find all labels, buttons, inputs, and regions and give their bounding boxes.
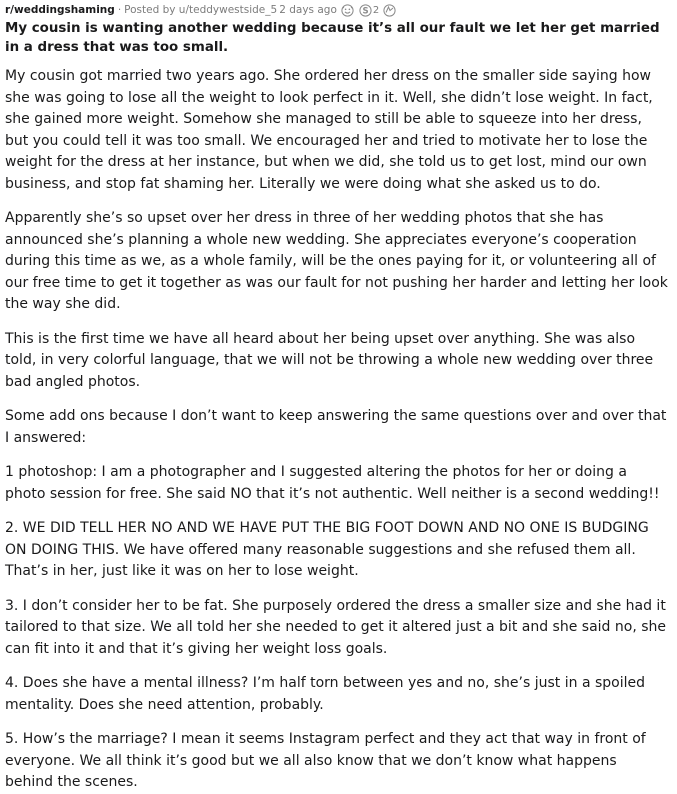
post-meta (5, 3, 669, 18)
award-2[interactable] (359, 3, 379, 18)
post-paragraph: This is the first time we have all heard about her being upset over anything. She was also told, in very colorful language, that we will not be throwing a whole new wedding over three bad angled photos. (5, 330, 654, 390)
award-count: 2 (372, 5, 380, 16)
post-paragraph: 3. I don’t consider her to be fat. She purposely ordered the dress a smaller size and she had it tailored to that size. We all told her she needed to get it altered just a bit and she said no, she can fit into it and that it’s giving her weight loss goals. (5, 597, 667, 657)
post-paragraph: Apparently she’s so upset over her dress in three of her wedding photos that she has announced she’s planning a whole new wedding. She appreciates everyone’s cooperation during this time as we, as a whole family, will be the ones paying for it, or volunteering all of our free time to get it together as was our fault for not pushing her harder and letting her look the way she did. (5, 210, 668, 312)
post-timestamp: 2 days ago (279, 4, 337, 16)
posted-by-user[interactable]: Posted by u/teddywestside_5 (124, 4, 278, 16)
wholesome-award-icon (341, 4, 354, 17)
post-paragraph: 5. How’s the marriage? I mean it seems Instagram perfect and they act that way in front of everyone. We all think it’s good but we all also know that we don’t know what happens behind the scenes. (5, 731, 646, 790)
post-paragraph: 2. WE DID TELL HER NO AND WE HAVE PUT THE BIG FOOT DOWN AND NO ONE IS BUDGING ON DOING THIS. We have offered many reasonable suggestions and she refused them all. That’s in her, just like it was on her to lose weight. (5, 520, 649, 579)
award-3[interactable] (383, 4, 397, 17)
post-paragraph: 4. Does she have a mental illness? I’m half torn between yes and no, she’s just in a spoiled mentality. Does she need attention, probably. (5, 675, 646, 713)
post-paragraph: My cousin got married two years ago. She ordered her dress on the smaller side saying how she was going to lose all the weight to look perfect in it. Well, she didn’t lose weight. In fact, she gained more weight. Somehow she managed to still be able to squeeze into her dress, but you could tell it was too small. We encouraged her and tried to motivate her to lose the weight for the dress at her instance, but when we did, she told us to get lost, mind our own business, and stop fat shaming her. Literally we were doing what she asked us to do. (5, 68, 653, 192)
post-title[interactable]: My cousin is wanting another wedding because it’s all our fault we let her get married in a dress that was too small. (5, 21, 660, 55)
meta-separator: · (117, 4, 122, 16)
svg-text:S: S (362, 6, 369, 17)
award-1[interactable] (341, 4, 355, 17)
subreddit-link[interactable]: r/weddingshaming (5, 4, 115, 16)
post-paragraph: 1 photoshop: I am a photographer and I suggested altering the photos for her or doing a photo session for free. She said NO that it’s not authentic. Well neither is a second wedding!! (5, 464, 660, 502)
facepalm-award-icon (383, 4, 396, 17)
post-paragraph: Some add ons because I don’t want to keep answering the same questions over and over that I answered: (5, 408, 667, 446)
silver-award-icon (359, 4, 372, 17)
post-body (5, 66, 669, 794)
